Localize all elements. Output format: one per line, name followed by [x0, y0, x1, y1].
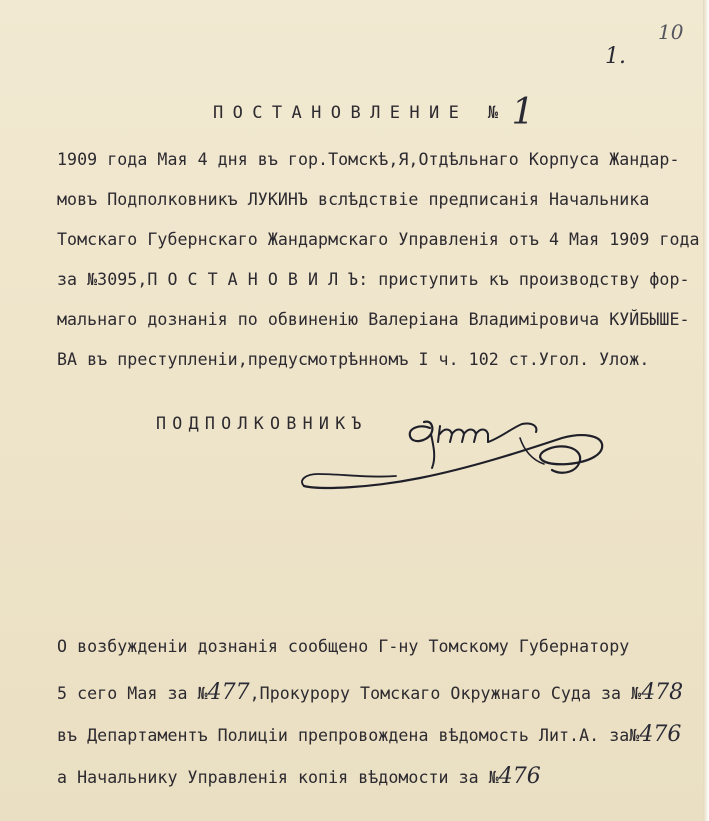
paragraph-line-3: Томскаго Губернскаго Жандармскаго Управленія отъ 4 Мая 1909 года: [57, 230, 700, 249]
notice-line-4-part-a: а Начальнику Управленія копія вѣдомости за №: [57, 768, 499, 787]
paragraph-line-2: мовъ Подполковникъ ЛУКИНЪ вслѣдствіе предписанія Начальника: [57, 190, 650, 209]
notice-line-4: [57, 764, 541, 789]
paragraph-line-1: 1909 года Мая 4 дня въ гор.Томскѣ,Я,Отдѣльнаго Корпуса Жандар-: [57, 150, 680, 169]
handwritten-number-476-a: 476: [639, 722, 682, 747]
title-text: ПОСТАНОВЛЕНИЕ №: [213, 103, 508, 123]
notice-line-3-part-a: въ Департаментъ Полиціи препровождена вѣдомость Лит.А. за№: [57, 726, 640, 745]
handwritten-number-478: 478: [641, 680, 684, 705]
title-number: 1: [511, 92, 535, 133]
page-edge: [703, 0, 709, 821]
notice-line-3: [57, 722, 681, 747]
handwritten-signature: [300, 398, 610, 502]
paragraph-line-6: ВА въ преступленіи,предусмотрѣнномъ I ч. 102 ст.Угол. Улож.: [57, 350, 650, 369]
notice-line-2: [57, 680, 683, 705]
paragraph-line-5: мальнаго дознанія по обвиненію Валеріана Владиміровича КУЙБЫШЕ-: [57, 310, 690, 329]
margin-number: 1.: [605, 44, 626, 69]
handwritten-number-477: 477: [207, 680, 250, 705]
notice-line-2-part-a: 5 сего Мая за №: [57, 684, 208, 703]
folio-number: 10: [658, 20, 684, 44]
document-title: [213, 86, 535, 133]
paragraph-line-4: за №3095,П О С Т А Н О В И Л Ъ: приступить къ производству фор-: [57, 270, 690, 289]
notice-line-2-part-b: ,Прокурору Томскаго Окружнаго Суда за №: [249, 684, 642, 703]
signature-rank: ПОДПОЛКОВНИКЪ: [156, 414, 368, 433]
handwritten-number-476-b: 476: [498, 764, 541, 789]
notice-line-1: О возбужденіи дознанія сообщено Г-ну Томскому Губернатору: [57, 637, 630, 656]
